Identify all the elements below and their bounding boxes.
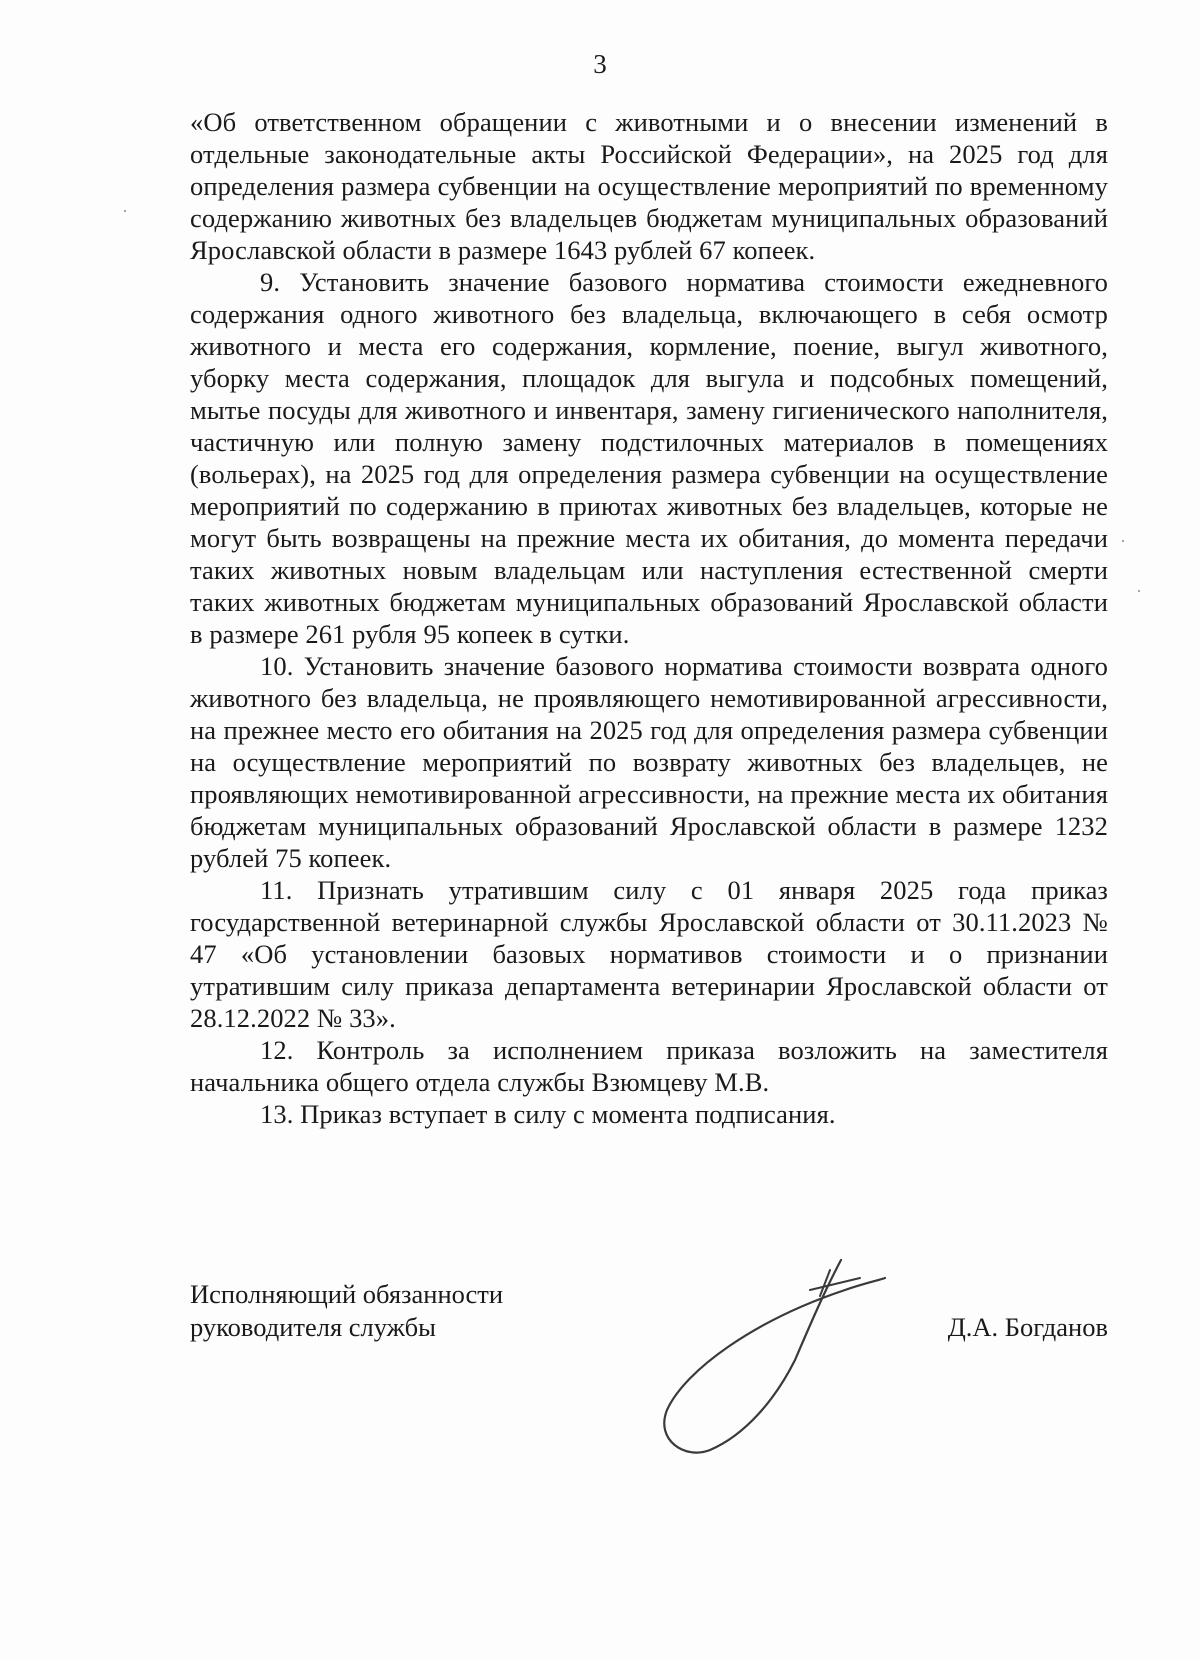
handwritten-signature — [645, 1250, 895, 1470]
paragraph-item-12: 12. Контроль за исполнением приказа возложить на заместителя начальника общего отдела службы Взюмцеву М.В. — [190, 1035, 1108, 1097]
paragraph-item-13: 13. Приказ вступает в силу с момента подписания. — [260, 1099, 836, 1129]
scan-speck — [124, 210, 126, 212]
paragraph-item-9: 9. Установить значение базового норматива стоимости ежедневного содержания одного животного без владельца, включающего в себя осмотр животного и места его содержания, кормление, поение, выгул животного, уборку места содержания, площадок для выгула и подсобных помещений, мытье посуды для животного и инвентаря, замену гигиенического наполнителя, частичную или полную замену подстилочных материалов в помещениях (вольерах), на 2025 год для определения размера субвенции на осуществление мероприятий по содержанию в приютах животных без владельцев, которые не могут быть возвращены на прежние места их обитания, до момента передачи таких животных новым владельцам или наступления естественной смерти таких животных бюджетам муниципальных образований Ярославской области в размере 261 рубля 95 копеек в сутки. — [190, 267, 1108, 649]
signatory-title-line-2: руководителя службы — [190, 1312, 436, 1342]
scan-speck — [1138, 590, 1140, 592]
paragraph-continuation: «Об ответственном обращении с животными и о внесении изменений в отдельные законодательные акты Российской Федерации», на 2025 год для определения размера субвенции на осуществление мероприятий по временному содержанию животных без владельцев бюджетам муниципальных образований Ярославской области в размере 1643 рублей 67 копеек. — [190, 107, 1108, 265]
paragraph-item-11: 11. Признать утратившим силу с 01 января 2025 года приказ государственной ветеринарной службы Ярославской области от 30.11.2023 № 47 «Об установлении базовых нормативов стоимости и о признании утратившим силу приказа департамента ветеринарии Ярославской области от 28.12.2022 № 33». — [190, 875, 1108, 1033]
signatory-title-line-1: Исполняющий обязанности — [190, 1279, 504, 1309]
scan-speck — [1122, 540, 1124, 542]
page-number: 3 — [593, 49, 607, 79]
signatory-name: Д.А. Богданов — [947, 1312, 1108, 1342]
signatory-title — [190, 1278, 503, 1344]
paragraph-item-10: 10. Установить значение базового норматива стоимости возврата одного животного без владельца, не проявляющего немотивированной агрессивности, на прежнее место его обитания на 2025 год для определения размера субвенции на осуществление мероприятий по возврату животных без владельцев, не проявляющих немотивированной агрессивности, на прежние места их обитания бюджетам муниципальных образований Ярославской области в размере 1232 рублей 75 копеек. — [190, 651, 1108, 873]
document-body — [190, 106, 1108, 1130]
